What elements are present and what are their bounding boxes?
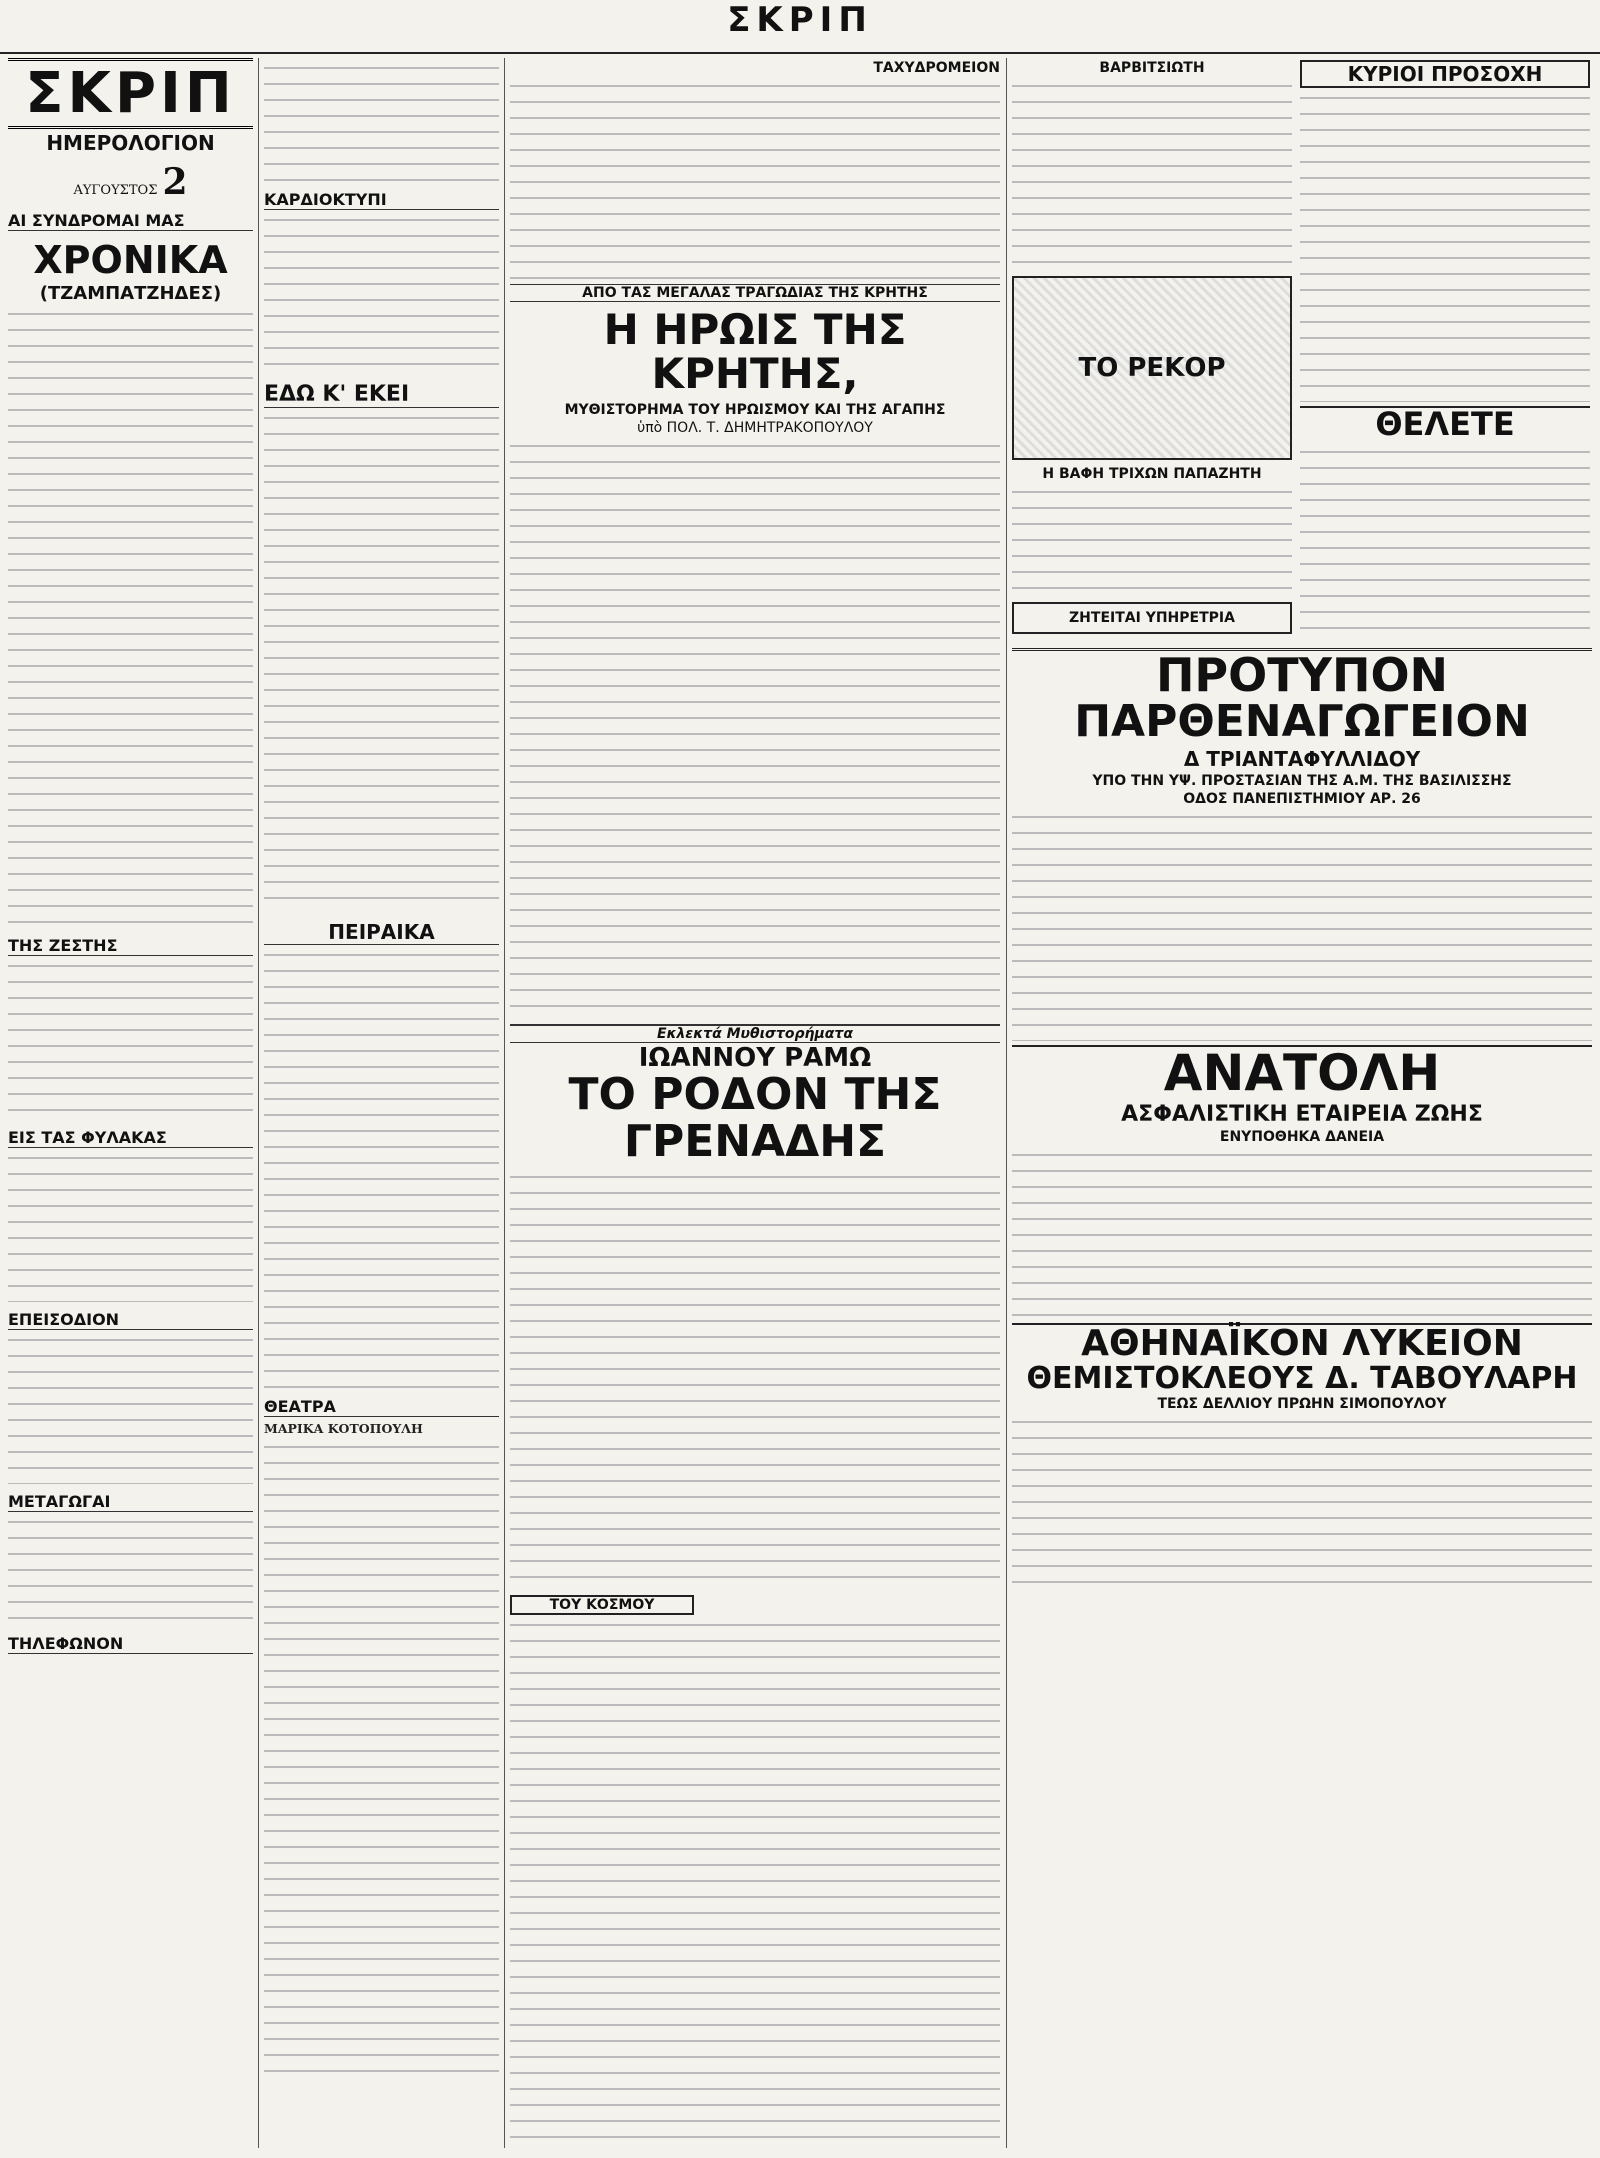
attention-ad bbox=[1300, 58, 1590, 640]
school-patron: ΥΠΟ ΤΗΝ ΥΨ. ΠΡΟΣΤΑΣΙΑΝ ΤΗΣ Α.Μ. ΤΗΣ ΒΑΣΙΛΙΣΣΗΣ bbox=[1092, 773, 1512, 790]
cardiac-heading: ΚΑΡΔΙΟΚΤΥΠΙ bbox=[264, 190, 499, 210]
barber-ad bbox=[1012, 58, 1292, 640]
article-text bbox=[8, 960, 253, 1120]
date bbox=[8, 161, 253, 203]
insurance-sub: ΑΣΦΑΛΙΣΤΙΚΗ ΕΤΑΙΡΕΙΑ ΖΩΗΣ bbox=[1121, 1101, 1483, 1127]
article-text bbox=[8, 1152, 253, 1302]
mail-heading: ΤΑΧΥΔΡΟΜΕΙΟΝ bbox=[873, 60, 1000, 76]
theatre-kotopouli: ΜΑΡΙΚΑ ΚΟΤΟΠΟΥΛΗ bbox=[264, 1421, 423, 1436]
left-column bbox=[8, 58, 253, 2148]
record-image: ΤΟ ΡΕΚΟΡ bbox=[1012, 276, 1292, 460]
barber-heading: ΒΑΡΒΙΤΣΙΩΤΗ bbox=[1099, 60, 1205, 76]
theatre-heading: ΘΕΑΤΡΑ bbox=[264, 1397, 499, 1417]
attention-heading: ΚΥΡΙΟΙ ΠΡΟΣΟΧΗ bbox=[1300, 60, 1590, 88]
chronika-title: ΧΡΟΝΙΚΑ bbox=[33, 238, 228, 282]
school-title1: ΠΡΟΤΥΠΟΝ bbox=[1155, 648, 1449, 702]
school-title2: ΠΑΡΘΕΝΑΓΩΓΕΙΟΝ bbox=[1074, 696, 1530, 748]
article-text bbox=[510, 1171, 1000, 1591]
article-text bbox=[264, 214, 499, 374]
article-text bbox=[8, 308, 253, 928]
transfer-heading: ΜΕΤΑΓΩΓΑΙ bbox=[8, 1492, 253, 1512]
serial-tag: ΑΠΟ ΤΑΣ ΜΕΓΑΛΑΣ ΤΡΑΓΩΔΙΑΣ ΤΗΣ ΚΡΗΤΗΣ bbox=[510, 284, 1000, 302]
heat-heading: ΤΗΣ ΖΕΣΤΗΣ bbox=[8, 936, 253, 956]
article-text bbox=[264, 949, 499, 1389]
date-month: ΑΥΓΟΥΣΤΟΣ bbox=[73, 183, 158, 198]
lyceum-ad bbox=[1012, 1323, 1592, 1596]
ads-top-row bbox=[1012, 58, 1592, 640]
phone-heading: ΤΗΛΕΦΩΝΟΝ bbox=[8, 1634, 253, 1654]
subscriptions-heading: ΑΙ ΣΥΝΔΡΟΜΑΙ ΜΑΣ bbox=[8, 211, 253, 231]
novel-tag: Εκλεκτά Μυθιστορήματα bbox=[510, 1024, 1000, 1043]
insurance-name: ΑΝΑΤΟΛΗ bbox=[1163, 1044, 1441, 1103]
serial-title: Η ΗΡΩΙΣ ΤΗΣ ΚΡΗΤΗΣ, bbox=[603, 305, 907, 399]
article-text bbox=[264, 412, 499, 912]
novel-title: ΤΟ ΡΟΔΟΝ ΤΗΣ ΓΡΕΝΑΔΗΣ bbox=[568, 1069, 942, 1167]
article-text bbox=[510, 80, 1000, 280]
novel-author: ΙΩΑΝΝΟΥ ΡΑΜΩ bbox=[638, 1043, 872, 1074]
serial-subtitle: ΜΥΘΙΣΤΟΡΗΜΑ ΤΟΥ ΗΡΩΙΣΜΟΥ ΚΑΙ ΤΗΣ ΑΓΑΠΗΣ bbox=[564, 402, 946, 419]
lyceum-address: ΤΕΩΣ ΔΕΛΛΙΟΥ ΠΡΩΗΝ ΣΙΜΟΠΟΥΛΟΥ bbox=[1157, 1396, 1447, 1413]
article-text bbox=[510, 1619, 1000, 2139]
insurance-ad bbox=[1012, 1045, 1592, 1319]
school-address: ΟΔΟΣ ΠΑΝΕΠΙΣΤΗΜΙΟΥ ΑΡ. 26 bbox=[1183, 791, 1421, 808]
article-text bbox=[8, 1516, 253, 1626]
article-text bbox=[1012, 486, 1292, 596]
article-text bbox=[510, 440, 1000, 1020]
chronika-author: (ΤΖΑΜΠΑΤΖΗΔΕΣ) bbox=[39, 282, 222, 304]
guards-heading: ΕΙΣ ΤΑΣ ΦΥΛΑΚΑΣ bbox=[8, 1128, 253, 1148]
lyceum-owner: ΘΕΜΙΣΤΟΚΛΕΟΥΣ Δ. ΤΑΒΟΥΛΑΡΗ bbox=[1026, 1360, 1578, 1396]
serial-author: ὑπὸ ΠΟΛ. Τ. ΔΗΜΗΤΡΑΚΟΠΟΥΛΟΥ bbox=[637, 420, 873, 437]
calendar-heading: ΗΜΕΡΟΛΟΓΙΟΝ bbox=[46, 131, 215, 155]
article-text bbox=[1300, 92, 1590, 402]
column-rule bbox=[504, 58, 505, 2148]
school-ad bbox=[1012, 648, 1592, 1041]
lyceum-title: ΑΘΗΝΑΪΚΟΝ ΛΥΚΕΙΟΝ bbox=[1081, 1322, 1523, 1364]
here-there-heading: ΕΔΩ Κ' ΕΚΕΙ bbox=[264, 382, 499, 408]
article-text bbox=[1012, 80, 1292, 270]
article-text bbox=[1300, 446, 1590, 636]
article-text bbox=[1012, 1416, 1592, 1596]
logo: ΣΚΡΙΠ bbox=[8, 58, 253, 129]
ads-column bbox=[1012, 58, 1592, 2148]
piraeus-heading: ΠΕΙΡΑΙΚΑ bbox=[264, 920, 499, 945]
column-rule bbox=[1006, 58, 1007, 2148]
column-rule bbox=[258, 58, 259, 2148]
school-owner: Δ ΤΡΙΑΝΤΑΦΥΛΛΙΔΟΥ bbox=[1183, 747, 1421, 772]
article-text bbox=[1012, 1149, 1592, 1319]
episode-heading: ΕΠΕΙΣΟΔΙΟΝ bbox=[8, 1310, 253, 1330]
article-text bbox=[264, 62, 499, 182]
world-heading: ΤΟΥ ΚΟΣΜΟΥ bbox=[510, 1595, 694, 1615]
loans-heading: ΕΝΥΠΟΘΗΚΑ ΔΑΝΕΙΑ bbox=[1219, 1128, 1385, 1145]
hair-dye-heading: Η ΒΑΦΗ ΤΡΙΧΩΝ ΠΑΠΑΖΗΤΗ bbox=[1042, 466, 1262, 482]
second-column bbox=[264, 58, 499, 2148]
wanted-heading: ΖΗΤΕΙΤΑΙ ΥΠΗΡΕΤΡΙΑ bbox=[1012, 602, 1292, 634]
masthead: ΣΚΡΙΠ bbox=[0, 0, 1600, 54]
want-heading: ΘΕΛΕΤΕ bbox=[1300, 406, 1590, 442]
serial-column bbox=[510, 58, 1000, 2148]
date-day: 2 bbox=[162, 161, 188, 203]
article-text bbox=[264, 1441, 499, 2081]
article-text bbox=[1012, 811, 1592, 1041]
article-text bbox=[8, 1334, 253, 1484]
